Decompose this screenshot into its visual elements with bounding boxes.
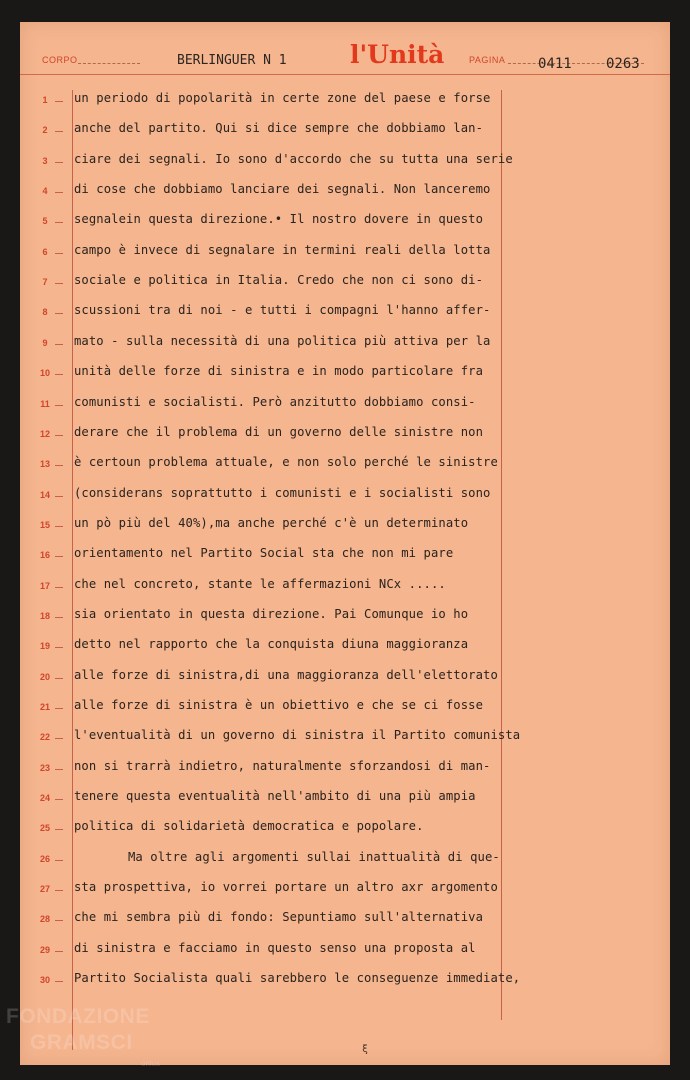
line-number-dash [55, 617, 63, 618]
line-number-dash [55, 222, 63, 223]
line-number: 22 [39, 732, 50, 743]
line-number: 4 [42, 186, 48, 197]
text-line-27 [20, 879, 670, 909]
line-number: 5 [42, 216, 48, 227]
line-text: un periodo di popolarità in certe zone del paese e forse [74, 91, 491, 105]
line-number-dash [55, 951, 63, 952]
text-line-11 [20, 394, 670, 424]
line-text: orientamento nel Partito Social sta che non mi pare [74, 546, 454, 561]
text-line-20 [20, 667, 670, 697]
text-line-1 [20, 90, 670, 120]
text-line-14 [20, 485, 670, 515]
document-slug: BERLINGUER N 1 [177, 53, 287, 68]
text-line-24 [20, 788, 670, 818]
line-number-dash [55, 162, 63, 163]
line-number-dash [55, 526, 63, 527]
line-number: 9 [42, 337, 48, 348]
line-number-dash [55, 374, 63, 375]
line-text: alle forze di sinistra,di una maggioranza dell'elettorato [74, 667, 498, 682]
text-line-19 [20, 636, 670, 666]
text-line-13 [20, 454, 670, 484]
text-line-15 [20, 515, 670, 545]
line-text: sta prospettiva, io vorrei portare un altro axr argomento [74, 880, 498, 895]
line-number: 25 [39, 823, 50, 834]
text-line-3 [20, 151, 670, 181]
watermark-line3: onlus [141, 1059, 161, 1068]
line-text: di cose che dobbiamo lanciare dei segnali. Non lanceremo [74, 182, 491, 197]
line-number: 10 [39, 368, 50, 379]
line-number: 13 [39, 459, 50, 470]
line-number-dash [55, 829, 63, 830]
line-text: alle forze di sinistra è un obiettivo e che se ci fosse [74, 698, 484, 712]
line-number-dash [55, 678, 63, 679]
line-number: 27 [39, 884, 50, 895]
line-text: è certoun problema attuale, e non solo perché le sinistre [74, 455, 498, 470]
text-line-21 [20, 697, 670, 727]
text-line-6 [20, 242, 670, 272]
text-line-26 [20, 849, 670, 879]
corpo-label: CORPO [42, 55, 78, 65]
page-header [20, 22, 670, 82]
line-number-dash [55, 981, 63, 982]
page-number-secondary: 0263 [606, 56, 640, 72]
line-number-dash [55, 253, 63, 254]
corpo-dotted-line [78, 63, 140, 64]
header-rule [20, 74, 670, 75]
line-number-dash [55, 344, 63, 345]
typed-page [20, 22, 670, 1065]
line-number-dash [55, 405, 63, 406]
line-number: 11 [40, 398, 50, 409]
line-number: 7 [42, 277, 48, 288]
text-line-16 [20, 545, 670, 575]
text-line-10 [20, 363, 670, 393]
line-number-dash [55, 283, 63, 284]
line-text: segnalein questa direzione.• Il nostro dovere in questo [74, 212, 484, 227]
line-number-dash [55, 496, 63, 497]
line-text: che nel concreto, stante le affermazioni NCx ..... [74, 576, 446, 591]
line-number: 19 [39, 641, 50, 652]
line-number-dash [55, 101, 63, 102]
line-number: 14 [39, 489, 50, 500]
line-number: 29 [39, 944, 50, 955]
line-number-dash [55, 556, 63, 557]
footer-mark: ξ [362, 1044, 369, 1055]
text-line-4 [20, 181, 670, 211]
line-number-dash [55, 920, 63, 921]
text-line-23 [20, 758, 670, 788]
line-number: 28 [39, 914, 50, 925]
line-number: 24 [39, 793, 50, 804]
page-number-primary: 0411 [538, 56, 572, 72]
line-number-dash [55, 860, 63, 861]
line-number: 20 [39, 671, 50, 682]
line-text: politica di solidarietà democratica e popolare. [74, 819, 424, 834]
line-number-dash [55, 738, 63, 739]
text-line-2 [20, 120, 670, 150]
line-number-dash [55, 465, 63, 466]
line-text: di sinistra e facciamo in questo senso una proposta al [74, 940, 476, 955]
line-number: 2 [42, 125, 48, 136]
text-line-18 [20, 606, 670, 636]
line-text: Partito Socialista quali sarebbero le conseguenze immediate, [74, 971, 521, 986]
line-number-dash [55, 799, 63, 800]
text-line-8 [20, 302, 670, 332]
line-number: 21 [39, 702, 50, 712]
line-number: 26 [39, 853, 50, 864]
line-number-dash [55, 313, 63, 314]
line-text: scussioni tra di noi - e tutti i compagni l'hanno affer- [74, 303, 491, 318]
line-number-dash [55, 647, 63, 648]
watermark-line2: GRAMSCI [30, 1031, 133, 1054]
line-number-dash [55, 890, 63, 891]
line-text: campo è invece di segnalare in termini reali della lotta [74, 242, 491, 257]
line-text: unità delle forze di sinistra e in modo particolare fra [74, 364, 484, 379]
line-number: 6 [42, 246, 48, 257]
line-number: 17 [39, 580, 50, 591]
line-number: 18 [39, 610, 50, 621]
line-number-dash [55, 587, 63, 588]
line-text: ciare dei segnali. Io sono d'accordo che su tutta una serie [74, 151, 513, 166]
line-number: 15 [39, 519, 50, 530]
line-text: tenere questa eventualità nell'ambito di una più ampia [74, 789, 476, 804]
line-number: 30 [39, 975, 50, 986]
watermark-line1: FONDAZIONE [6, 1005, 150, 1028]
line-number: 12 [39, 428, 50, 439]
line-text: comunisti e socialisti. Però anzitutto dobbiamo consi- [74, 394, 476, 409]
line-text: Ma oltre agli argomenti sullai inattualità di que- [128, 849, 500, 864]
line-text: mato - sulla necessità di una politica più attiva per la [74, 333, 491, 348]
text-line-25 [20, 818, 670, 848]
line-text: l'eventualità di un governo di sinistra il Partito comunista [74, 728, 521, 743]
text-line-9 [20, 333, 670, 363]
line-number-dash [55, 435, 63, 436]
line-text: derare che il problema di un governo delle sinistre non [74, 424, 484, 439]
line-text: sociale e politica in Italia. Credo che non ci sono di- [74, 273, 484, 288]
line-number: 16 [39, 550, 50, 561]
line-number-dash [55, 131, 63, 132]
line-number: 1 [42, 95, 48, 105]
text-line-28 [20, 909, 670, 939]
line-text: sia orientato in questa direzione. Pai Comunque io ho [74, 606, 469, 621]
line-number-dash [55, 192, 63, 193]
line-text: un pò più del 40%),ma anche perché c'è un determinato [74, 515, 469, 530]
fondazione-gramsci-watermark [6, 1005, 161, 1068]
text-line-12 [20, 424, 670, 454]
line-text: (considerans soprattutto i comunisti e i socialisti sono [74, 485, 491, 500]
text-line-29 [20, 940, 670, 970]
pagina-label: PAGINA [469, 55, 506, 65]
unita-logo: l'Unità [350, 40, 445, 69]
line-text: che mi sembra più di fondo: Sepuntiamo sull'alternativa [74, 910, 484, 925]
line-text: anche del partito. Qui si dice sempre che dobbiamo lan- [74, 121, 484, 136]
line-number: 8 [42, 307, 48, 318]
line-number-dash [55, 708, 63, 709]
text-line-17 [20, 576, 670, 606]
line-number: 23 [39, 762, 50, 773]
line-number: 3 [42, 155, 48, 166]
text-line-5 [20, 211, 670, 241]
line-text: non si trarrà indietro, naturalmente sforzandosi di man- [74, 758, 491, 773]
text-line-22 [20, 727, 670, 757]
text-line-7 [20, 272, 670, 302]
line-text: detto nel rapporto che la conquista diuna maggioranza [74, 637, 469, 652]
text-line-30 [20, 970, 670, 1000]
line-number-dash [55, 769, 63, 770]
